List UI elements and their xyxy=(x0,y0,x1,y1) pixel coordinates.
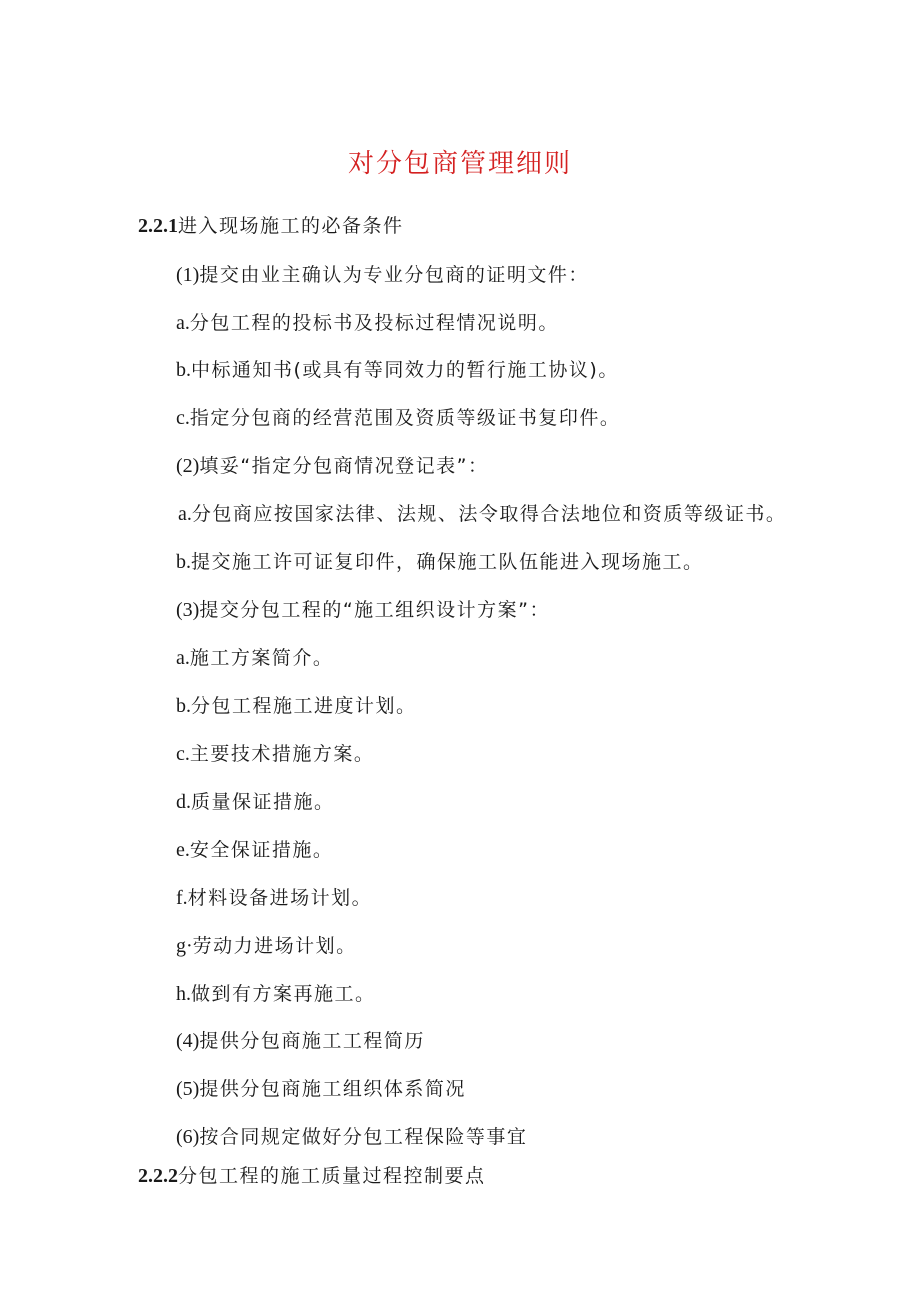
item-text: 提交分包工程的“施工组织设计方案”： xyxy=(199,599,551,621)
item-text: 提供分包商施工工程简历 xyxy=(199,1030,425,1052)
item-prefix: (3) xyxy=(176,599,200,621)
item-prefix: a. xyxy=(176,647,190,669)
item-text: 提交由业主确认为专业分包商的证明文件： xyxy=(199,264,589,286)
item-prefix: b. xyxy=(176,551,191,573)
item-text: 提供分包商施工组织体系简况 xyxy=(199,1078,466,1100)
list-item xyxy=(176,453,489,479)
item-text: 提交施工许可证复印件，确保施工队伍能进入现场施工。 xyxy=(191,551,704,573)
item-prefix: g· xyxy=(176,935,193,957)
item-prefix: a. xyxy=(176,312,190,334)
list-item xyxy=(176,981,376,1007)
item-prefix: b. xyxy=(176,695,191,717)
list-item xyxy=(176,262,589,288)
item-prefix: (2) xyxy=(176,455,200,477)
list-item xyxy=(176,693,417,719)
item-prefix: c. xyxy=(176,743,190,765)
item-text: 做到有方案再施工。 xyxy=(191,983,376,1005)
item-text: 指定分包商的经营范围及资质等级证书复印件。 xyxy=(189,407,621,429)
item-text: 中标通知书(或具有等同效力的暂行施工协议)。 xyxy=(191,359,619,381)
item-text: 施工方案简介。 xyxy=(189,647,334,669)
item-prefix: (6) xyxy=(176,1126,200,1148)
list-item xyxy=(176,741,374,767)
section-number: 2.2.1 xyxy=(138,215,178,237)
list-item xyxy=(176,597,550,623)
item-prefix: e. xyxy=(176,839,190,861)
item-prefix: d. xyxy=(176,791,191,813)
list-item xyxy=(176,549,704,575)
section-number: 2.2.2 xyxy=(138,1165,178,1187)
item-prefix: b. xyxy=(176,359,191,381)
list-item xyxy=(176,1028,425,1054)
section-text: 分包工程的施工质量过程控制要点 xyxy=(178,1165,486,1187)
list-item xyxy=(176,1076,466,1102)
list-item xyxy=(178,501,786,527)
item-text: 填妥“指定分包商情况登记表”： xyxy=(199,455,489,477)
section-heading-2-2-2 xyxy=(138,1163,486,1189)
item-text: 材料设备进场计划。 xyxy=(187,887,373,909)
item-text: 分包工程的投标书及投标过程情况说明。 xyxy=(189,312,559,334)
item-text: 质量保证措施。 xyxy=(191,791,335,813)
document-title: 对分包商管理细则 xyxy=(347,149,572,179)
item-text: 安全保证措施。 xyxy=(189,839,334,861)
list-item xyxy=(176,1124,527,1150)
item-prefix: c. xyxy=(176,407,190,429)
item-text: 分包工程施工进度计划。 xyxy=(191,695,417,717)
list-item xyxy=(176,885,372,911)
item-prefix: (4) xyxy=(176,1030,200,1052)
item-text: 劳动力进场计划。 xyxy=(192,935,357,957)
list-item xyxy=(176,645,333,671)
item-prefix: (1) xyxy=(176,264,200,286)
list-item xyxy=(176,837,333,863)
item-prefix: a. xyxy=(178,503,192,525)
item-text: 主要技术措施方案。 xyxy=(189,743,375,765)
section-text: 进入现场施工的必备条件 xyxy=(178,215,404,237)
item-prefix: h. xyxy=(176,983,191,1005)
item-prefix: (5) xyxy=(176,1078,200,1100)
list-item xyxy=(176,357,619,383)
list-item xyxy=(176,789,335,815)
item-text: 分包商应按国家法律、法规、法令取得合法地位和资质等级证书。 xyxy=(191,503,787,525)
list-item xyxy=(176,933,357,959)
section-heading-2-2-1 xyxy=(138,213,404,239)
list-item xyxy=(176,310,559,336)
item-prefix: f. xyxy=(176,887,188,909)
list-item xyxy=(176,405,620,431)
item-text: 按合同规定做好分包工程保险等事宜 xyxy=(199,1126,528,1148)
